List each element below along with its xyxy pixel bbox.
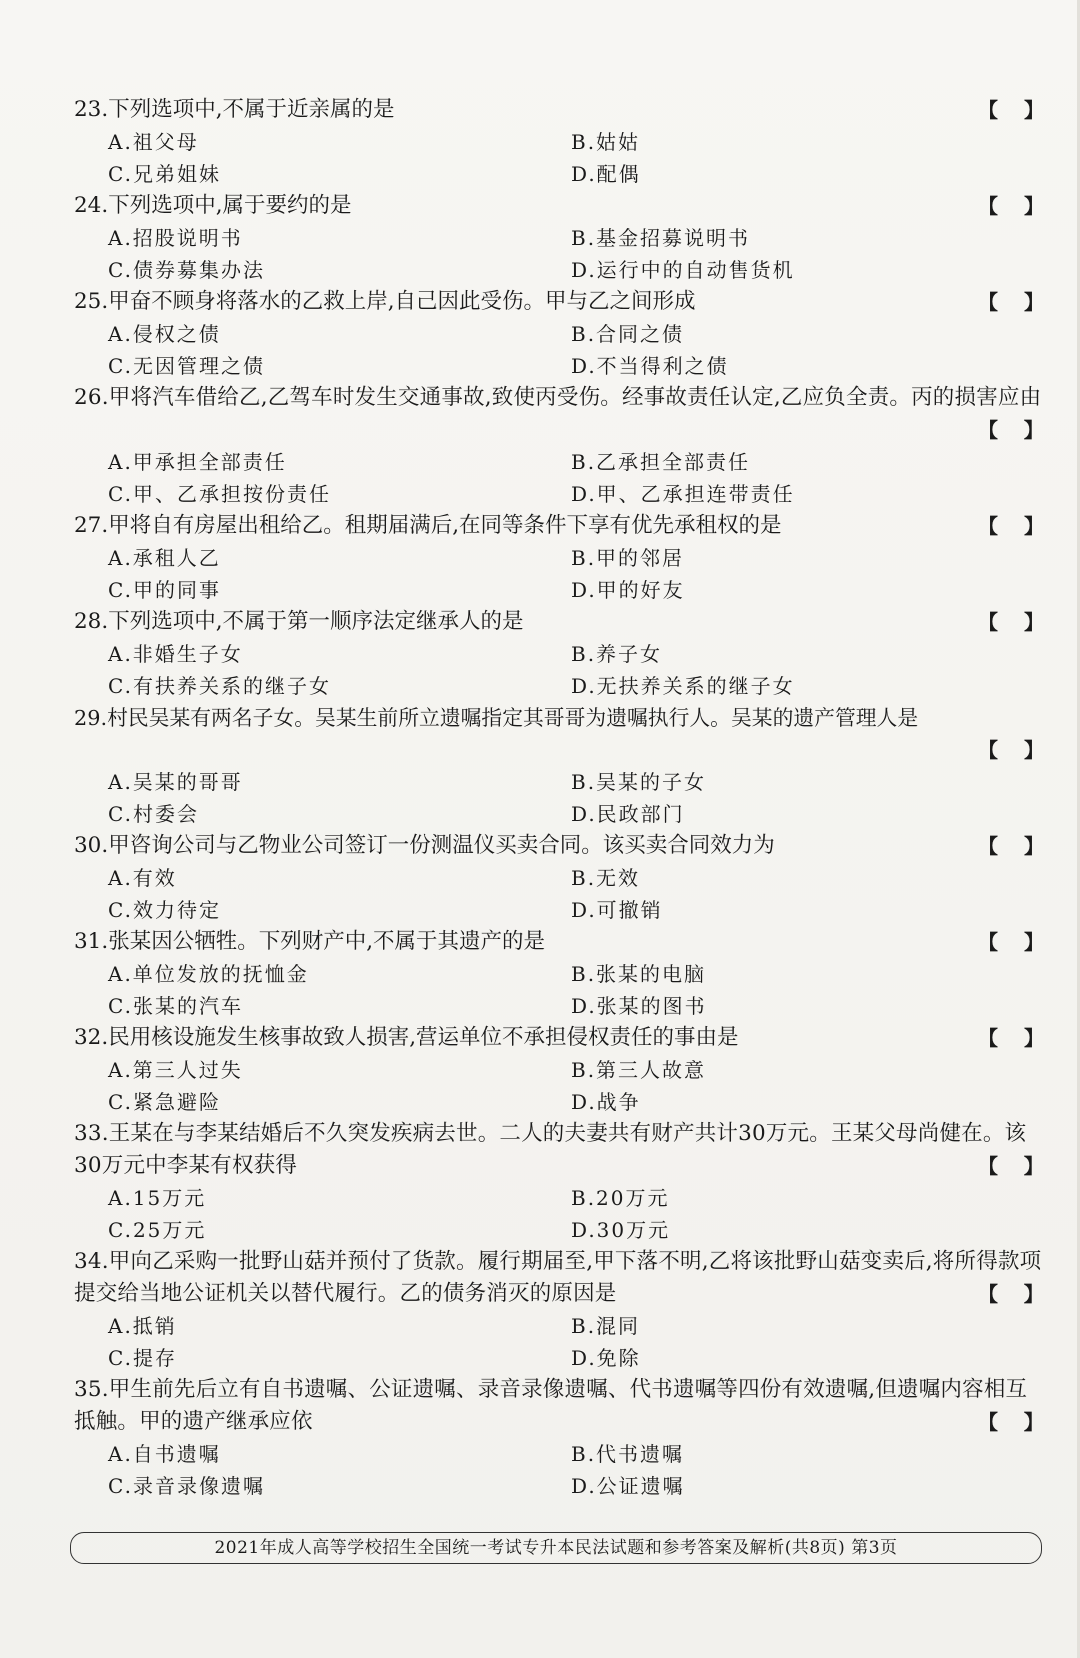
option-d: D.公证遗嘱 (571, 1474, 685, 1498)
stem-text: 31.张某因公牺牲。下列财产中,不属于其遗产的是 (74, 929, 546, 954)
bracket-open: 【 (978, 98, 998, 122)
question-35 (74, 1374, 1044, 1502)
question-stem (74, 926, 1044, 958)
option-b: B.第三人故意 (571, 1058, 707, 1082)
bracket-close: 】 (1024, 514, 1044, 538)
bracket-close: 】 (1024, 834, 1044, 858)
answer-bracket (978, 606, 1044, 638)
option-d: D.战争 (571, 1090, 641, 1114)
answer-bracket (978, 1150, 1044, 1182)
stem-text: 33.王某在与李某结婚后不久突发疾病去世。二人的夫妻共有财产共计30万元。王某父母尚健在。该30万元中李某有权获得 (74, 1121, 1027, 1178)
question-33 (74, 1118, 1044, 1246)
bracket-open: 【 (978, 418, 999, 442)
option-d: D.运行中的自动售货机 (571, 258, 795, 282)
option-b: B.吴某的子女 (571, 770, 707, 794)
question-stem (74, 830, 1044, 862)
option-b: B.无效 (571, 866, 641, 890)
question-stem (74, 702, 1044, 734)
stem-text: 32.民用核设施发生核事故致人损害,营运单位不承担侵权责任的事由是 (74, 1025, 739, 1050)
bracket-close: 】 (1024, 98, 1044, 122)
page-footer: 2021年成人高等学校招生全国统一考试专升本民法试题和参考答案及解析(共8页) 第3页 (70, 1532, 1042, 1564)
option-d: D.不当得利之债 (571, 354, 729, 378)
options (74, 542, 1044, 606)
question-stem (74, 1118, 1044, 1182)
bracket-close: 】 (1023, 418, 1044, 442)
bracket-open: 【 (978, 194, 998, 218)
bracket-close: 】 (1024, 610, 1044, 634)
answer-bracket (978, 94, 1044, 126)
options (74, 1054, 1044, 1118)
question-stem (74, 1246, 1044, 1310)
option-b: B.20万元 (571, 1186, 670, 1210)
option-a: A.单位发放的抚恤金 (108, 962, 309, 986)
question-30 (74, 830, 1044, 926)
options (74, 638, 1044, 702)
answer-bracket (978, 286, 1044, 318)
stem-text: 35.甲生前先后立有自书遗嘱、公证遗嘱、录音录像遗嘱、代书遗嘱等四份有效遗嘱,但遗嘱内容相互抵触。甲的遗产继承应依 (74, 1377, 1028, 1434)
options (74, 1438, 1044, 1502)
question-stem (74, 1022, 1044, 1054)
question-stem (74, 286, 1044, 318)
options (74, 446, 1044, 510)
bracket-close: 】 (1024, 930, 1044, 954)
option-b: B.姑姑 (571, 130, 641, 154)
question-stem (74, 94, 1044, 126)
option-c: C.甲、乙承担按份责任 (108, 482, 331, 506)
options (74, 222, 1044, 286)
option-b: B.合同之债 (571, 322, 685, 346)
answer-bracket (978, 830, 1044, 862)
question-26 (74, 382, 1044, 510)
question-32 (74, 1022, 1044, 1118)
bracket-close: 】 (1024, 1026, 1044, 1050)
option-c: C.25万元 (108, 1218, 207, 1242)
option-d: D.30万元 (571, 1218, 671, 1242)
answer-bracket (978, 1278, 1044, 1310)
stem-text: 24.下列选项中,属于要约的是 (74, 193, 352, 218)
options (74, 1182, 1044, 1246)
option-a: A.侵权之债 (108, 322, 221, 346)
bracket-close: 】 (1023, 1154, 1044, 1178)
stem-text: 26.甲将汽车借给乙,乙驾车时发生交通事故,致使丙受伤。经事故责任认定,乙应负全责。丙的损害应由 (74, 385, 1042, 410)
options (74, 1310, 1044, 1374)
options (74, 766, 1044, 830)
option-d: D.无扶养关系的继子女 (571, 674, 795, 698)
answer-bracket (978, 190, 1044, 222)
stem-text: 29.村民吴某有两名子女。吴某生前所立遗嘱指定其哥哥为遗嘱执行人。吴某的遗产管理人是 (74, 706, 919, 730)
option-d: D.民政部门 (571, 802, 685, 826)
option-a: A.有效 (108, 866, 177, 890)
option-d: D.甲、乙承担连带责任 (571, 482, 795, 506)
bracket-open: 【 (978, 1410, 999, 1434)
stem-text: 25.甲奋不顾身将落水的乙救上岸,自己因此受伤。甲与乙之间形成 (74, 289, 696, 314)
option-a: A.招股说明书 (108, 226, 243, 250)
option-a: A.甲承担全部责任 (108, 450, 287, 474)
question-28 (74, 606, 1044, 702)
option-a: A.第三人过失 (108, 1058, 243, 1082)
question-stem (74, 606, 1044, 638)
option-b: B.张某的电脑 (571, 962, 707, 986)
option-b: B.混同 (571, 1314, 641, 1338)
option-a: A.自书遗嘱 (108, 1442, 221, 1466)
answer-bracket (978, 510, 1044, 542)
option-c: C.村委会 (108, 802, 199, 826)
bracket-open: 【 (978, 738, 998, 762)
option-a: A.抵销 (108, 1314, 177, 1338)
option-a: A.祖父母 (108, 130, 199, 154)
option-c: C.张某的汽车 (108, 994, 243, 1018)
bracket-open: 【 (978, 290, 998, 314)
question-23 (74, 94, 1044, 190)
question-stem (74, 382, 1044, 446)
answer-bracket (978, 926, 1044, 958)
option-d: D.免除 (571, 1346, 641, 1370)
option-d: D.配偶 (571, 162, 641, 186)
bracket-close: 】 (1024, 194, 1044, 218)
bracket-close: 】 (1023, 1282, 1044, 1306)
option-b: B.代书遗嘱 (571, 1442, 685, 1466)
bracket-close: 】 (1023, 1410, 1044, 1434)
bracket-close: 】 (1024, 290, 1044, 314)
answer-bracket (978, 414, 1044, 446)
question-34 (74, 1246, 1044, 1374)
question-stem (74, 510, 1044, 542)
question-24 (74, 190, 1044, 286)
option-c: C.有扶养关系的继子女 (108, 674, 331, 698)
options (74, 862, 1044, 926)
options (74, 958, 1044, 1022)
stem-text: 30.甲咨询公司与乙物业公司签订一份测温仪买卖合同。该买卖合同效力为 (74, 833, 775, 858)
bracket-open: 【 (978, 1026, 998, 1050)
question-list (74, 94, 1044, 1502)
question-stem (74, 1374, 1044, 1438)
stem-text: 34.甲向乙采购一批野山菇并预付了货款。履行期届至,甲下落不明,乙将该批野山菇变卖后,将所得款项提交给当地公证机关以替代履行。乙的债务消灭的原因是 (74, 1249, 1042, 1306)
option-b: B.基金招募说明书 (571, 226, 751, 250)
answer-bracket (978, 734, 1044, 766)
option-d: D.甲的好友 (571, 578, 685, 602)
option-a: A.吴某的哥哥 (108, 770, 243, 794)
question-25 (74, 286, 1044, 382)
bracket-open: 【 (978, 1154, 999, 1178)
option-b: B.甲的邻居 (571, 546, 685, 570)
option-b: B.乙承担全部责任 (571, 450, 751, 474)
stem-text: 28.下列选项中,不属于第一顺序法定继承人的是 (74, 609, 524, 634)
answer-bracket (978, 1022, 1044, 1054)
options (74, 318, 1044, 382)
option-a: A.非婚生子女 (108, 642, 243, 666)
question-29 (74, 702, 1044, 830)
option-c: C.录音录像遗嘱 (108, 1474, 265, 1498)
bracket-open: 【 (978, 514, 998, 538)
bracket-row (74, 734, 1044, 766)
option-c: C.甲的同事 (108, 578, 221, 602)
question-31 (74, 926, 1044, 1022)
option-d: D.张某的图书 (571, 994, 707, 1018)
option-c: C.无因管理之债 (108, 354, 265, 378)
option-c: C.效力待定 (108, 898, 221, 922)
option-c: C.紧急避险 (108, 1090, 221, 1114)
question-stem (74, 190, 1044, 222)
bracket-open: 【 (978, 610, 998, 634)
bracket-open: 【 (978, 930, 998, 954)
options (74, 126, 1044, 190)
option-a: A.承租人乙 (108, 546, 221, 570)
option-b: B.养子女 (571, 642, 663, 666)
option-c: C.债券募集办法 (108, 258, 265, 282)
stem-text: 27.甲将自有房屋出租给乙。租期届满后,在同等条件下享有优先承租权的是 (74, 513, 782, 538)
bracket-open: 【 (978, 834, 998, 858)
stem-text: 23.下列选项中,不属于近亲属的是 (74, 97, 395, 122)
bracket-open: 【 (978, 1282, 999, 1306)
option-a: A.15万元 (108, 1186, 207, 1210)
option-c: C.兄弟姐妹 (108, 162, 221, 186)
answer-bracket (978, 1406, 1044, 1438)
bracket-close: 】 (1024, 738, 1044, 762)
option-d: D.可撤销 (571, 898, 663, 922)
question-27 (74, 510, 1044, 606)
option-c: C.提存 (108, 1346, 177, 1370)
